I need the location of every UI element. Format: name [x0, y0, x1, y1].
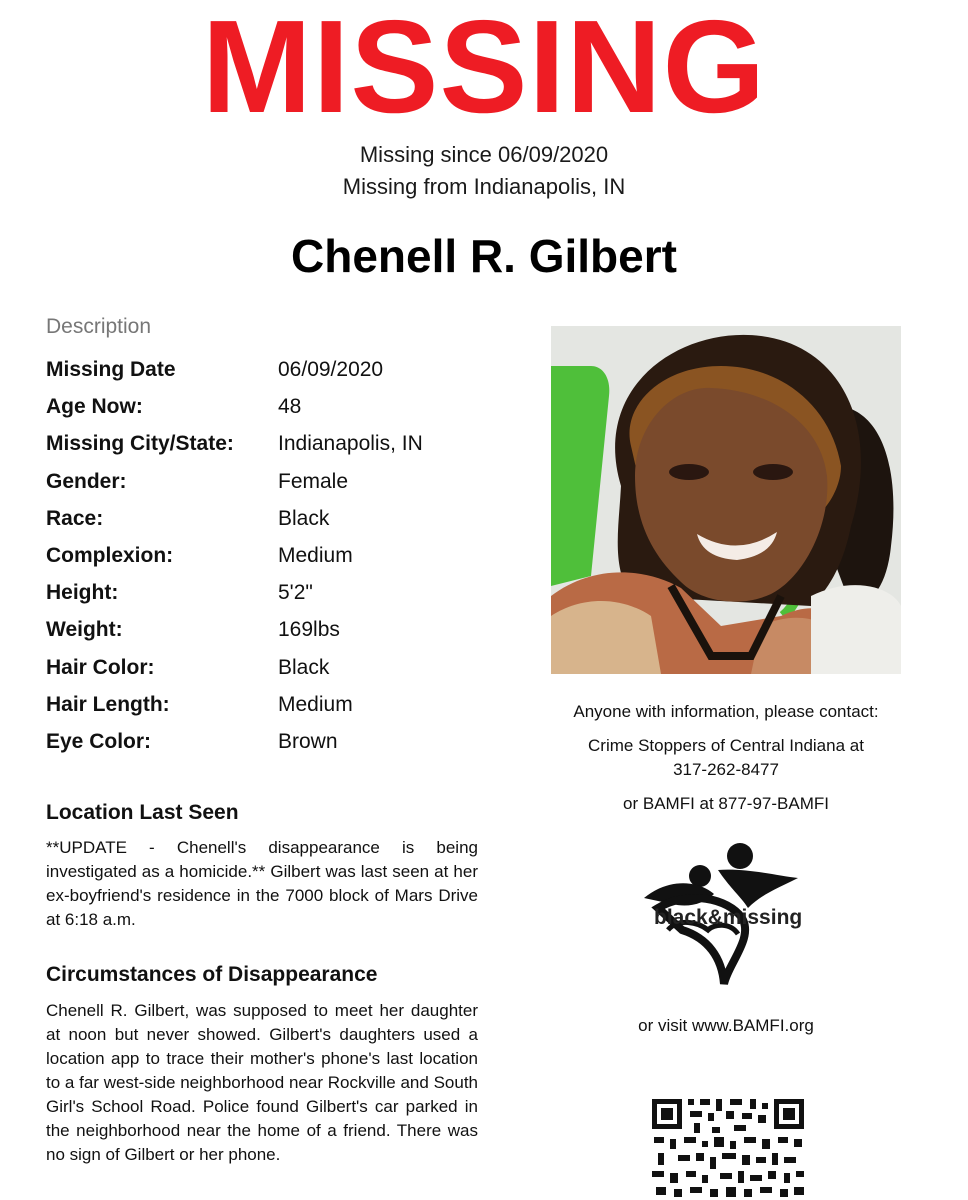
detail-value: Black: [278, 506, 330, 530]
detail-label: Hair Color:: [46, 655, 155, 679]
detail-value: Indianapolis, IN: [278, 432, 423, 456]
circumstances-title: Circumstances of Disappearance: [46, 963, 378, 986]
location-title: Location Last Seen: [46, 801, 239, 824]
logo-text: black&missing: [654, 906, 803, 929]
contact-crime-stoppers: Crime Stoppers of Central Indiana at: [588, 736, 864, 755]
detail-label: Race:: [46, 506, 104, 530]
location-text: **UPDATE - Chenell's disappearance is being investigated as a homicide.** Gilbert was last seen at her ex-boyfriend's residence in the 7000 block of Mars Drive at 6:18 a.m.: [46, 838, 478, 929]
detail-label: Height:: [46, 581, 119, 605]
detail-label: Gender:: [46, 469, 127, 493]
person-photo: [551, 326, 901, 674]
contact-bamfi: or BAMFI at 877-97-BAMFI: [623, 794, 829, 813]
detail-value: 169lbs: [278, 618, 340, 642]
detail-value: 06/09/2020: [278, 358, 384, 381]
qr-code-icon: [650, 1095, 806, 1200]
detail-value: 5'2": [278, 581, 313, 605]
contact-crime-stoppers-phone: 317-262-8477: [673, 760, 779, 779]
missing-since: Missing since 06/09/2020: [359, 142, 609, 167]
detail-label: Missing City/State:: [46, 432, 234, 456]
detail-label: Hair Length:: [46, 692, 170, 716]
headline: MISSING: [201, 0, 767, 140]
detail-label: Complexion:: [46, 543, 174, 567]
contact-visit: or visit www.BAMFI.org: [638, 1016, 814, 1035]
black-and-missing-logo-icon: [638, 838, 808, 988]
detail-label: Weight:: [46, 618, 123, 642]
circumstances-text: Chenell R. Gilbert, was supposed to meet her daughter at noon but never showed. Gilbert's daughters used a location app to trace their mother's phone's last location to a far west-side neighborhood near Rockville and South Girl's School Road. Police found Gilbert's car parked in the neighborhood near the home of a friend. There was no sign of Gilbert or her phone.: [46, 1001, 478, 1164]
detail-value: Black: [278, 655, 330, 679]
detail-value: Female: [278, 469, 349, 493]
detail-label: Missing Date: [46, 358, 176, 381]
contact-intro: Anyone with information, please contact:: [573, 702, 879, 721]
missing-from: Missing from Indianapolis, IN: [342, 174, 626, 199]
detail-label: Age Now:: [46, 395, 143, 419]
person-name: Chenell R. Gilbert: [291, 230, 677, 282]
detail-value: Medium: [278, 692, 353, 716]
detail-value: 48: [278, 395, 302, 419]
description-label: Description: [46, 315, 152, 338]
detail-label: Eye Color:: [46, 729, 152, 753]
detail-value: Brown: [278, 729, 338, 753]
detail-value: Medium: [278, 543, 353, 567]
